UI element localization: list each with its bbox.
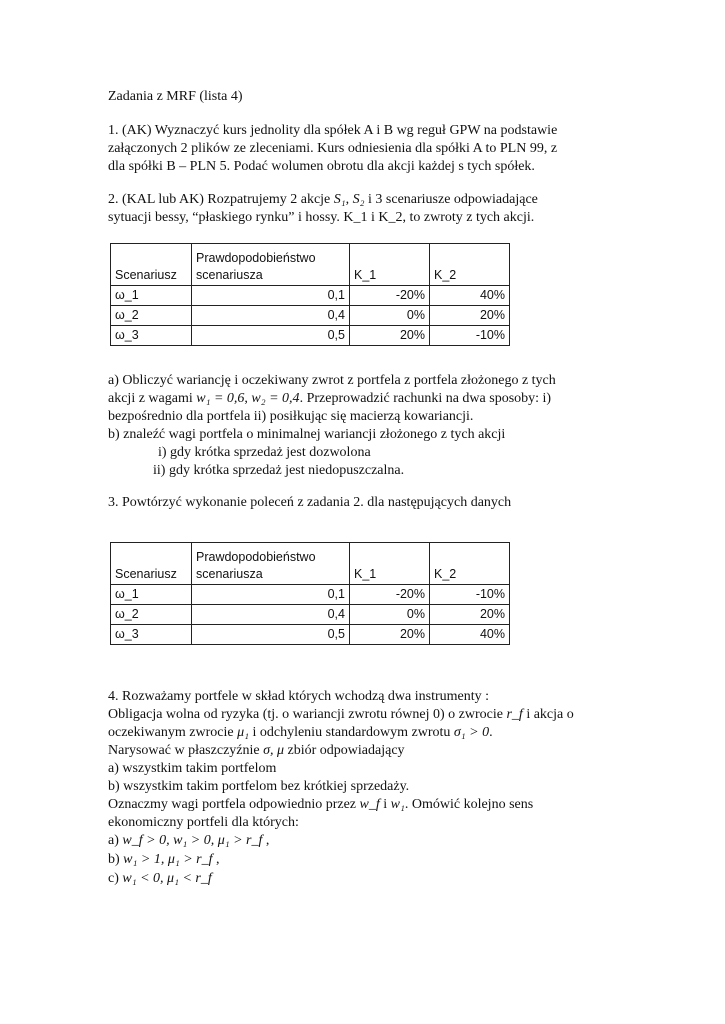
table-header-row <box>111 244 510 286</box>
task4-line-8: ekonomiczny portfeli dla których: <box>108 815 299 830</box>
cell-probability: 0,5 <box>192 326 350 346</box>
cell-k1: 20% <box>350 625 430 645</box>
expected-return-mu1: μ₁ <box>237 725 249 740</box>
case-a-tail: , <box>262 833 270 848</box>
risk-free-rate: r_f <box>506 707 523 722</box>
header-scenariusz: Scenariusz <box>111 543 192 585</box>
cell-probability: 0,1 <box>192 286 350 306</box>
task4-bond-tail: i akcja o <box>522 707 574 722</box>
cell-probability: 0,1 <box>192 585 350 605</box>
header-probability-line2: scenariusza <box>196 268 263 282</box>
cell-k1: -20% <box>350 585 430 605</box>
cell-scenario: ω_3 <box>111 625 192 645</box>
task4-line-4 <box>108 742 405 760</box>
task4-case-c <box>108 870 212 888</box>
case-a-expression: w_f > 0, w₁ > 0, μ₁ > r_f <box>122 833 263 848</box>
cell-k2: -10% <box>430 585 510 605</box>
weight-w1: w₁ = 0,6 <box>196 391 245 406</box>
header-probability-line1: Prawdopodobieństwo <box>196 251 316 265</box>
cell-probability: 0,5 <box>192 625 350 645</box>
task4-line-2 <box>108 706 574 724</box>
table-header-row <box>111 543 510 585</box>
stock-s2: S₂ <box>352 192 365 207</box>
task4-line-1: 4. Rozważamy portfele w skład których wchodzą dwa instrumenty : <box>108 689 490 704</box>
task2a-line-1: a) Obliczyć wariancję i oczekiwany zwrot z portfela z portfela złożonego z tych <box>108 373 556 388</box>
task4-case-a <box>108 832 269 850</box>
task4-case-b <box>108 851 220 869</box>
case-b-expression: w₁ > 1, μ₁ > r_f <box>123 852 213 867</box>
table-row <box>111 605 510 625</box>
header-probability <box>192 543 350 585</box>
table-row <box>111 585 510 605</box>
task4-weights-tail: . Omówić kolejno sens <box>404 797 534 812</box>
header-k2: K_2 <box>430 244 510 286</box>
table-row <box>111 326 510 346</box>
weight-wf: w_f <box>359 797 380 812</box>
header-k1: K_1 <box>350 244 430 286</box>
task2-line-2: sytuacji bessy, “płaskiego rynku” i hossy. K_1 i K_2, to zwroty z tych akcji. <box>108 210 535 225</box>
period: . <box>489 725 493 740</box>
weights-intro: akcji z wagami <box>108 391 197 406</box>
comma: , <box>345 192 353 207</box>
task1-line-2: załączonych 2 plików ze zleceniami. Kurs odniesienia dla spółki A to PLN 99, z <box>108 141 558 156</box>
cell-k2: 40% <box>430 286 510 306</box>
task2a-line-3: bezpośrednio dla portfela ii) posiłkując się macierzą kowariancji. <box>108 409 474 424</box>
table-row <box>111 306 510 326</box>
cell-k1: 0% <box>350 605 430 625</box>
sigma-condition: σ₁ > 0 <box>453 725 490 740</box>
cell-k2: -10% <box>430 326 510 346</box>
task4-weights-text: Oznaczmy wagi portfela odpowiednio przez <box>108 797 360 812</box>
task4-line-7 <box>108 796 533 814</box>
comma: , <box>244 391 252 406</box>
task2-line-1 <box>108 191 538 209</box>
task4-stock-text: oczekiwanym zwrocie <box>108 725 238 740</box>
task2-intro-text: 2. (KAL lub AK) Rozpatrujemy 2 akcje <box>108 192 334 207</box>
task4-line-3 <box>108 724 493 742</box>
cell-k1: 0% <box>350 306 430 326</box>
header-k2: K_2 <box>430 543 510 585</box>
task2b-line-2: i) gdy krótka sprzedaż jest dozwolona <box>158 445 371 460</box>
header-scenariusz: Scenariusz <box>111 244 192 286</box>
header-probability <box>192 244 350 286</box>
task2b-line-1: b) znaleźć wagi portfela o minimalnej wariancji złożonego z tych akcji <box>108 427 506 442</box>
case-c-expression: w₁ < 0, μ₁ < r_f <box>122 871 212 886</box>
task1-line-1: 1. (AK) Wyznaczyć kurs jednolity dla spółek A i B wg reguł GPW na podstawie <box>108 123 558 138</box>
table-row <box>111 625 510 645</box>
weight-w1: w₁ <box>390 797 405 812</box>
document-title: Zadania z MRF (lista 4) <box>108 89 243 104</box>
cell-k1: 20% <box>350 326 430 346</box>
cell-k2: 20% <box>430 306 510 326</box>
cell-k1: -20% <box>350 286 430 306</box>
task2b-line-3: ii) gdy krótka sprzedaż jest niedopuszczalna. <box>153 463 405 478</box>
case-b-label: b) <box>108 852 124 867</box>
cell-scenario: ω_1 <box>111 585 192 605</box>
cell-scenario: ω_3 <box>111 326 192 346</box>
cell-k2: 20% <box>430 605 510 625</box>
conjunction: i <box>379 797 391 812</box>
weight-w2: w₂ = 0,4 <box>251 391 300 406</box>
task4-line-6: b) wszystkim takim portfelom bez krótkiej sprzedaży. <box>108 779 410 794</box>
weights-tail: . Przeprowadzić rachunki na dwa sposoby: i) <box>299 391 552 406</box>
cell-scenario: ω_1 <box>111 286 192 306</box>
cell-k2: 40% <box>430 625 510 645</box>
table-row <box>111 286 510 306</box>
task4-bond-text: Obligacja wolna od ryzyka (tj. o wariancji zwrotu równej 0) o zwrocie <box>108 707 507 722</box>
scenario-table-1 <box>110 243 510 346</box>
task4-plane-text: Narysować w płaszczyźnie <box>108 743 264 758</box>
case-c-label: c) <box>108 871 123 886</box>
task4-line-5: a) wszystkim takim portfelom <box>108 761 277 776</box>
cell-scenario: ω_2 <box>111 306 192 326</box>
header-probability-line1: Prawdopodobieństwo <box>196 550 316 564</box>
task4-stdev-text: i odchyleniu standardowym zwrotu <box>248 725 454 740</box>
task4-plane-tail: zbiór odpowiadający <box>284 743 405 758</box>
task2-intro-tail: i 3 scenariusze odpowiadające <box>364 192 538 207</box>
header-k1: K_1 <box>350 543 430 585</box>
header-probability-line2: scenariusza <box>196 567 263 581</box>
cell-scenario: ω_2 <box>111 605 192 625</box>
sigma-mu-plane: σ, μ <box>263 743 285 758</box>
task2a-line-2 <box>108 390 551 408</box>
task1-line-3: dla spółki B – PLN 5. Podać wolumen obrotu dla akcji każdej s tych spółek. <box>108 159 535 174</box>
case-a-label: a) <box>108 833 123 848</box>
stock-s1: S₁ <box>333 192 346 207</box>
case-b-tail: , <box>212 852 220 867</box>
cell-probability: 0,4 <box>192 605 350 625</box>
scenario-table-2 <box>110 542 510 645</box>
task3-line: 3. Powtórzyć wykonanie poleceń z zadania 2. dla następujących danych <box>108 495 512 510</box>
cell-probability: 0,4 <box>192 306 350 326</box>
